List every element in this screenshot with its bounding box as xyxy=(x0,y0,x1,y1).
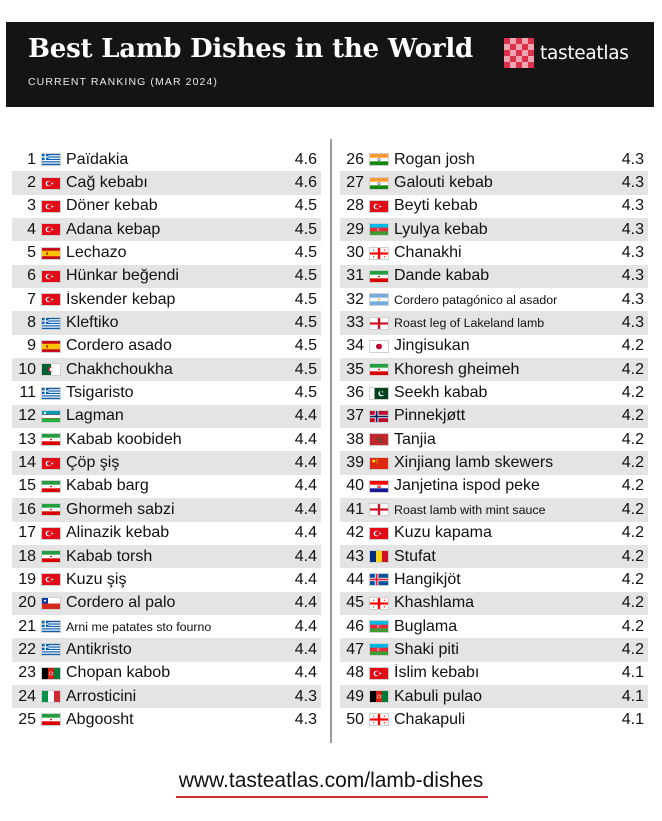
india-flag-icon xyxy=(369,153,389,166)
dish-name[interactable]: Chakapuli xyxy=(394,710,466,728)
ranking-row[interactable] xyxy=(12,685,321,708)
rank-number: 3 xyxy=(27,197,36,215)
dish-name[interactable]: Jingisukan xyxy=(394,337,470,355)
ranking-row[interactable] xyxy=(340,615,648,638)
ranking-row[interactable] xyxy=(12,381,321,404)
georgia-flag-icon xyxy=(369,713,389,726)
rank-number: 35 xyxy=(346,360,364,378)
romania-flag-icon xyxy=(369,550,389,563)
ranking-row[interactable] xyxy=(340,195,648,218)
morocco-flag-icon xyxy=(369,433,389,446)
turkey-flag-icon xyxy=(41,293,61,306)
ranking-list-left xyxy=(12,148,321,732)
iran-flag-icon xyxy=(41,550,61,563)
ranking-row[interactable] xyxy=(340,381,648,404)
rating-score: 4.3 xyxy=(621,150,644,168)
rank-number: 34 xyxy=(346,337,364,355)
ranking-row[interactable] xyxy=(12,405,321,428)
dish-name[interactable]: Kuzu kapama xyxy=(394,524,492,542)
iran-flag-icon xyxy=(41,713,61,726)
ranking-row[interactable] xyxy=(12,218,321,241)
turkey-flag-icon xyxy=(41,527,61,540)
rank-number: 39 xyxy=(346,454,364,472)
rating-score: 4.5 xyxy=(294,244,317,262)
rank-number: 20 xyxy=(18,594,36,612)
header-banner xyxy=(6,22,654,107)
rank-number: 24 xyxy=(18,687,36,705)
rank-number: 37 xyxy=(346,407,364,425)
rank-number: 18 xyxy=(18,547,36,565)
japan-flag-icon xyxy=(369,340,389,353)
ranking-row[interactable] xyxy=(12,428,321,451)
rating-score: 4.3 xyxy=(294,710,317,728)
rank-number: 47 xyxy=(346,640,364,658)
rating-score: 4.2 xyxy=(621,360,644,378)
rank-number: 13 xyxy=(18,430,36,448)
rating-score: 4.3 xyxy=(621,290,644,308)
dish-name[interactable]: İslim kebabı xyxy=(394,664,480,682)
rank-number: 16 xyxy=(18,500,36,518)
ranking-row[interactable] xyxy=(12,148,321,171)
dish-name[interactable]: Antikristo xyxy=(66,640,132,658)
ranking-row[interactable] xyxy=(340,685,648,708)
turkey-flag-icon xyxy=(41,270,61,283)
ranking-row[interactable] xyxy=(340,475,648,498)
rank-number: 25 xyxy=(18,710,36,728)
dish-name[interactable]: Ghormeh sabzi xyxy=(66,500,175,518)
norway-flag-icon xyxy=(369,410,389,423)
rank-number: 30 xyxy=(346,244,364,262)
azerbaijan-flag-icon xyxy=(369,620,389,633)
rank-number: 45 xyxy=(346,594,364,612)
dish-name[interactable]: Shaki piti xyxy=(394,640,459,658)
ranking-row[interactable] xyxy=(340,708,648,731)
greece-flag-icon xyxy=(41,387,61,400)
turkey-flag-icon xyxy=(41,457,61,470)
ranking-row[interactable] xyxy=(12,615,321,638)
rating-score: 4.5 xyxy=(294,314,317,332)
rating-score: 4.2 xyxy=(621,407,644,425)
checkered-tablecloth-icon xyxy=(504,38,534,68)
dish-name[interactable]: Païdakia xyxy=(66,150,129,168)
rating-score: 4.2 xyxy=(621,430,644,448)
dish-name[interactable]: Lechazo xyxy=(66,244,127,262)
turkey-flag-icon xyxy=(41,200,61,213)
rating-score: 4.5 xyxy=(294,220,317,238)
england-flag-icon xyxy=(369,503,389,516)
rating-score: 4.1 xyxy=(621,687,644,705)
rating-score: 4.3 xyxy=(621,244,644,262)
rating-score: 4.2 xyxy=(621,547,644,565)
greece-flag-icon xyxy=(41,620,61,633)
rank-number: 44 xyxy=(346,570,364,588)
ranking-row[interactable] xyxy=(12,708,321,731)
dish-name[interactable]: Lagman xyxy=(66,407,124,425)
rating-score: 4.2 xyxy=(621,594,644,612)
rank-number: 36 xyxy=(346,384,364,402)
rank-number: 8 xyxy=(27,314,36,332)
dish-name[interactable]: Seekh kabab xyxy=(394,384,488,402)
rank-number: 5 xyxy=(27,244,36,262)
rank-number: 9 xyxy=(27,337,36,355)
pakistan-flag-icon xyxy=(369,387,389,400)
ranking-row[interactable] xyxy=(340,451,648,474)
ranking-row[interactable] xyxy=(340,265,648,288)
dish-name[interactable]: Janjetina ispod peke xyxy=(394,477,540,495)
ranking-row[interactable] xyxy=(340,358,648,381)
ranking-row[interactable] xyxy=(340,428,648,451)
ranking-row[interactable] xyxy=(12,241,321,264)
dish-name[interactable]: Adana kebap xyxy=(66,220,161,238)
ranking-row[interactable] xyxy=(12,358,321,381)
rank-number: 50 xyxy=(346,710,364,728)
ranking-row[interactable] xyxy=(340,288,648,311)
rank-number: 2 xyxy=(27,174,36,192)
footer-url-link[interactable]: www.tasteatlas.com/lamb-dishes xyxy=(178,769,484,792)
turkey-flag-icon xyxy=(41,223,61,236)
rating-score: 4.5 xyxy=(294,290,317,308)
georgia-flag-icon xyxy=(369,597,389,610)
rating-score: 4.4 xyxy=(294,407,317,425)
rating-score: 4.2 xyxy=(621,384,644,402)
dish-name[interactable]: Cağ kebabı xyxy=(66,174,148,192)
rating-score: 4.4 xyxy=(294,524,317,542)
dish-name[interactable]: Tsigaristo xyxy=(66,384,134,402)
georgia-flag-icon xyxy=(369,247,389,260)
dish-name[interactable]: Roast lamb with mint sauce xyxy=(394,502,546,517)
dish-name[interactable]: Kabab torsh xyxy=(66,547,153,565)
ranking-row[interactable] xyxy=(340,662,648,685)
ranking-row[interactable] xyxy=(12,195,321,218)
dish-name[interactable]: Roast leg of Lakeland lamb xyxy=(394,316,545,331)
ranking-row[interactable] xyxy=(12,311,321,334)
rank-number: 22 xyxy=(18,640,36,658)
dish-name[interactable]: Abgoosht xyxy=(66,710,134,728)
azerbaijan-flag-icon xyxy=(369,223,389,236)
ranking-row[interactable] xyxy=(12,265,321,288)
ranking-row[interactable] xyxy=(12,545,321,568)
dish-name[interactable]: Chopan kabob xyxy=(66,664,171,682)
rank-number: 41 xyxy=(346,500,364,518)
spain-flag-icon xyxy=(41,247,61,260)
dish-name[interactable]: Arni me patates sto fourno xyxy=(66,619,212,634)
rating-score: 4.6 xyxy=(294,174,317,192)
dish-name[interactable]: Rogan josh xyxy=(394,150,475,168)
dish-name[interactable]: Pinnekjøtt xyxy=(394,407,466,425)
dish-name[interactable]: Hünkar beğendi xyxy=(66,267,179,285)
dish-name[interactable]: Alinazik kebab xyxy=(66,524,170,542)
afghanistan-flag-icon xyxy=(369,690,389,703)
ranking-row[interactable] xyxy=(12,522,321,545)
rank-number: 17 xyxy=(18,524,36,542)
rating-score: 4.4 xyxy=(294,454,317,472)
ranking-row[interactable] xyxy=(12,662,321,685)
dish-name[interactable]: Kuzu şiş xyxy=(66,570,127,588)
logo-wordmark: tasteatlas xyxy=(540,42,629,64)
iceland-flag-icon xyxy=(369,573,389,586)
ranking-row[interactable] xyxy=(340,171,648,194)
rating-score: 4.3 xyxy=(621,314,644,332)
dish-name[interactable]: Khashlama xyxy=(394,594,475,612)
rating-score: 4.4 xyxy=(294,430,317,448)
tasteatlas-logo[interactable] xyxy=(504,38,629,68)
england-flag-icon xyxy=(369,317,389,330)
rating-score: 4.4 xyxy=(294,547,317,565)
rating-score: 4.4 xyxy=(294,617,317,635)
ranking-row[interactable] xyxy=(340,638,648,661)
dish-name[interactable]: Kabuli pulao xyxy=(394,687,483,705)
turkey-flag-icon xyxy=(41,573,61,586)
rank-number: 27 xyxy=(346,174,364,192)
rating-score: 4.4 xyxy=(294,664,317,682)
greece-flag-icon xyxy=(41,643,61,656)
dish-name[interactable]: Lyulya kebab xyxy=(394,220,488,238)
afghanistan-flag-icon xyxy=(41,667,61,680)
rank-number: 1 xyxy=(27,150,36,168)
rank-number: 48 xyxy=(346,664,364,682)
rank-number: 46 xyxy=(346,617,364,635)
rating-score: 4.3 xyxy=(294,687,317,705)
rank-number: 10 xyxy=(18,360,36,378)
rating-score: 4.3 xyxy=(621,197,644,215)
dish-name[interactable]: Arrosticini xyxy=(66,687,137,705)
argentina-flag-icon xyxy=(369,293,389,306)
ranking-row[interactable] xyxy=(12,475,321,498)
ranking-row[interactable] xyxy=(12,171,321,194)
dish-name[interactable]: Tanjia xyxy=(394,430,436,448)
rank-number: 6 xyxy=(27,267,36,285)
azerbaijan-flag-icon xyxy=(369,643,389,656)
rank-number: 33 xyxy=(346,314,364,332)
dish-name[interactable]: Çöp şiş xyxy=(66,454,120,472)
spain-flag-icon xyxy=(41,340,61,353)
iran-flag-icon xyxy=(41,503,61,516)
ranking-row[interactable] xyxy=(340,311,648,334)
iran-flag-icon xyxy=(41,433,61,446)
page-title: Best Lamb Dishes in the World xyxy=(28,34,473,64)
rank-number: 40 xyxy=(346,477,364,495)
dish-name[interactable]: Buglama xyxy=(394,617,458,635)
rating-score: 4.2 xyxy=(621,477,644,495)
rank-number: 19 xyxy=(18,570,36,588)
rating-score: 4.6 xyxy=(294,150,317,168)
dish-name[interactable]: Khoresh gheimeh xyxy=(394,360,520,378)
rating-score: 4.3 xyxy=(621,220,644,238)
ranking-row[interactable] xyxy=(340,148,648,171)
dish-name[interactable]: Stufat xyxy=(394,547,436,565)
rating-score: 4.1 xyxy=(621,664,644,682)
rating-score: 4.5 xyxy=(294,267,317,285)
rank-number: 23 xyxy=(18,664,36,682)
iran-flag-icon xyxy=(369,363,389,376)
turkey-flag-icon xyxy=(369,527,389,540)
dish-name[interactable]: Cordero asado xyxy=(66,337,172,355)
ranking-row[interactable] xyxy=(340,335,648,358)
rating-score: 4.2 xyxy=(621,640,644,658)
rating-score: 4.2 xyxy=(621,617,644,635)
ranking-row[interactable] xyxy=(340,405,648,428)
dish-name[interactable]: Galouti kebab xyxy=(394,174,493,192)
italy-flag-icon xyxy=(41,690,61,703)
rank-number: 4 xyxy=(27,220,36,238)
ranking-row[interactable] xyxy=(340,241,648,264)
dish-name[interactable]: Kleftiko xyxy=(66,314,119,332)
iran-flag-icon xyxy=(41,480,61,493)
croatia-flag-icon xyxy=(369,480,389,493)
rank-number: 21 xyxy=(18,617,36,635)
ranking-list-right xyxy=(340,148,648,732)
rating-score: 4.3 xyxy=(621,267,644,285)
column-divider xyxy=(330,139,332,743)
dish-name[interactable]: Chakhchoukha xyxy=(66,360,173,378)
rank-number: 43 xyxy=(346,547,364,565)
ranking-row[interactable] xyxy=(12,592,321,615)
rating-score: 4.2 xyxy=(621,500,644,518)
rank-number: 7 xyxy=(27,290,36,308)
rating-score: 4.4 xyxy=(294,500,317,518)
dish-name[interactable]: Chanakhi xyxy=(394,244,462,262)
turkey-flag-icon xyxy=(369,667,389,680)
ranking-row[interactable] xyxy=(12,288,321,311)
ranking-row[interactable] xyxy=(12,638,321,661)
turkey-flag-icon xyxy=(41,177,61,190)
ranking-row[interactable] xyxy=(340,568,648,591)
rank-number: 28 xyxy=(346,197,364,215)
rating-score: 4.2 xyxy=(621,570,644,588)
rank-number: 12 xyxy=(18,407,36,425)
dish-name[interactable]: Xinjiang lamb skewers xyxy=(394,454,554,472)
turkey-flag-icon xyxy=(369,200,389,213)
rating-score: 4.1 xyxy=(621,710,644,728)
rating-score: 4.4 xyxy=(294,477,317,495)
rank-number: 42 xyxy=(346,524,364,542)
rank-number: 32 xyxy=(346,290,364,308)
ranking-row[interactable] xyxy=(340,498,648,521)
ranking-row[interactable] xyxy=(340,218,648,241)
rating-score: 4.4 xyxy=(294,594,317,612)
chile-flag-icon xyxy=(41,597,61,610)
rating-score: 4.5 xyxy=(294,197,317,215)
rank-number: 15 xyxy=(18,477,36,495)
dish-name[interactable]: Cordero patagónico al asador xyxy=(394,292,558,307)
algeria-flag-icon xyxy=(41,363,61,376)
greece-flag-icon xyxy=(41,153,61,166)
rank-number: 31 xyxy=(346,267,364,285)
rating-score: 4.5 xyxy=(294,337,317,355)
rank-number: 14 xyxy=(18,454,36,472)
rating-score: 4.3 xyxy=(621,174,644,192)
ranking-row[interactable] xyxy=(340,592,648,615)
china-flag-icon xyxy=(369,457,389,470)
dish-name[interactable]: Cordero al palo xyxy=(66,594,176,612)
dish-name[interactable]: Kabab koobideh xyxy=(66,430,182,448)
greece-flag-icon xyxy=(41,317,61,330)
ranking-row[interactable] xyxy=(340,545,648,568)
ranking-row[interactable] xyxy=(12,498,321,521)
india-flag-icon xyxy=(369,177,389,190)
dish-name[interactable]: Hangikjöt xyxy=(394,570,461,588)
rank-number: 11 xyxy=(19,384,36,402)
dish-name[interactable]: Kabab barg xyxy=(66,477,149,495)
rank-number: 49 xyxy=(346,687,364,705)
rating-score: 4.2 xyxy=(621,524,644,542)
rating-score: 4.2 xyxy=(621,454,644,472)
rating-score: 4.5 xyxy=(294,360,317,378)
rank-number: 26 xyxy=(346,150,364,168)
rank-number: 29 xyxy=(346,220,364,238)
rank-number: 38 xyxy=(346,430,364,448)
dish-name[interactable]: İskender kebap xyxy=(66,290,176,308)
footer-underline xyxy=(176,796,488,798)
dish-name[interactable]: Döner kebab xyxy=(66,197,158,215)
dish-name[interactable]: Dande kabab xyxy=(394,267,490,285)
ranking-row[interactable] xyxy=(12,451,321,474)
ranking-row[interactable] xyxy=(12,335,321,358)
dish-name[interactable]: Beyti kebab xyxy=(394,197,478,215)
ranking-row[interactable] xyxy=(12,568,321,591)
iran-flag-icon xyxy=(369,270,389,283)
rating-score: 4.4 xyxy=(294,570,317,588)
rating-score: 4.5 xyxy=(294,384,317,402)
page-subtitle: CURRENT RANKING (MAR 2024) xyxy=(28,76,219,88)
rating-score: 4.2 xyxy=(621,337,644,355)
rating-score: 4.4 xyxy=(294,640,317,658)
ranking-row[interactable] xyxy=(340,522,648,545)
uzbekistan-flag-icon xyxy=(41,410,61,423)
